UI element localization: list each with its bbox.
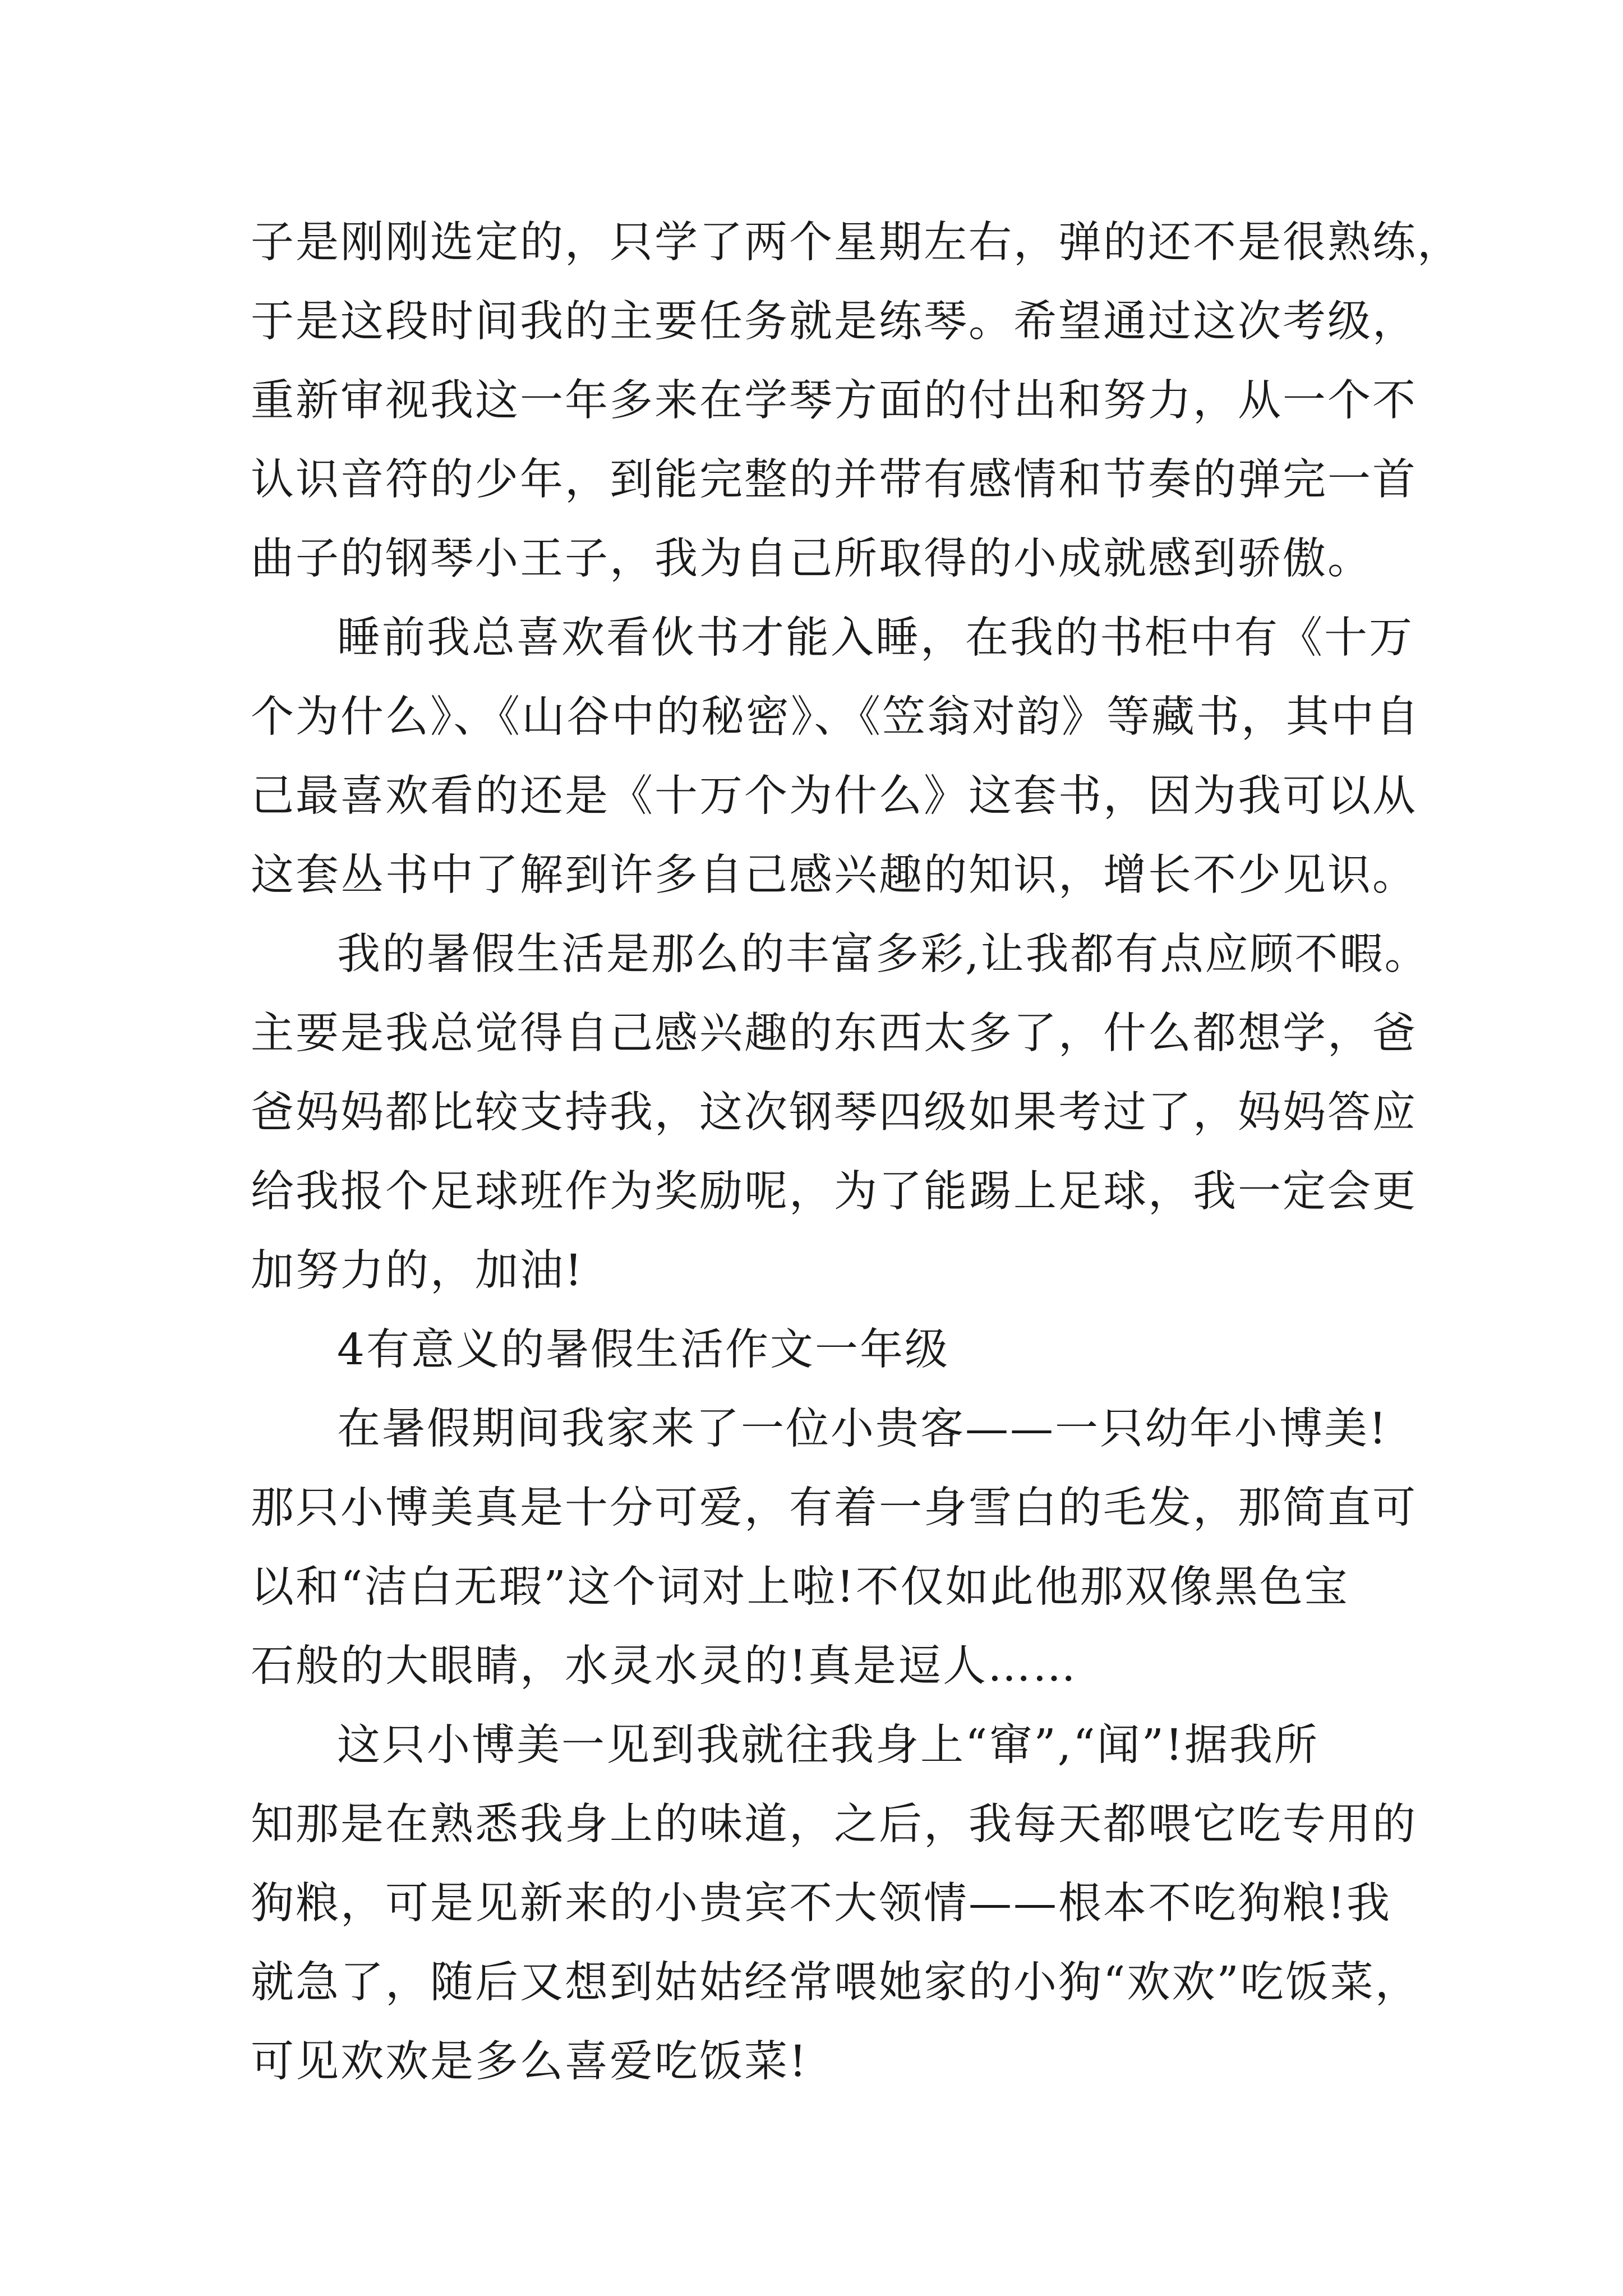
text-line: 子是刚刚选定的，只学了两个星期左右，弹的还不是很熟练， [251, 218, 1462, 268]
text-line: 加努力的，加油! [251, 1246, 584, 1296]
document-body [251, 203, 1462, 2101]
text-line: 可见欢欢是多么喜爱吃饭菜! [251, 2037, 808, 2087]
text-line: 石般的大眼睛，水灵水灵的!真是逗人…… [251, 1641, 1077, 1691]
text-line: 给我报个足球班作为奖励呢，为了能踢上足球，我一定会更 [251, 1167, 1417, 1217]
text-line: 认识音符的少年，到能完整的并带有感情和节奏的弹完一首 [251, 455, 1417, 505]
text-line: 这套丛书中了解到许多自己感兴趣的知识，增长不少见识。 [251, 850, 1417, 900]
text-line: 于是这段时间我的主要任务就是练琴。希望通过这次考级， [251, 297, 1417, 347]
text-line: 以和“洁白无瑕”这个词对上啦!不仅如此他那双像黑色宝 [251, 1562, 1349, 1612]
text-line: 那只小博美真是十分可爱，有着一身雪白的毛发，那简直可 [251, 1483, 1417, 1533]
text-line: 个为什么》、《山谷中的秘密》、《笠翁对韵》等藏书，其中自 [251, 692, 1421, 742]
text-line: 主要是我总觉得自己感兴趣的东西太多了，什么都想学，爸 [251, 1009, 1417, 1059]
text-line: 4有意义的暑假生活作文一年级 [337, 1325, 949, 1375]
text-line: 曲子的钢琴小王子，我为自己所取得的小成就感到骄傲。 [251, 534, 1372, 584]
text-line: 知那是在熟悉我身上的味道，之后，我每天都喂它吃专用的 [251, 1800, 1417, 1849]
text-line: 重新审视我这一年多来在学琴方面的付出和努力，从一个不 [251, 376, 1417, 426]
text-line: 在暑假期间我家来了一位小贵客——一只幼年小博美! [337, 1404, 1388, 1454]
text-line: 狗粮，可是见新来的小贵宾不大领情——根本不吃狗粮!我 [251, 1879, 1391, 1929]
text-line: 爸妈妈都比较支持我，这次钢琴四级如果考过了，妈妈答应 [251, 1088, 1417, 1138]
text-line: 己最喜欢看的还是《十万个为什么》这套书，因为我可以从 [251, 771, 1417, 821]
text-line: 我的暑假生活是那么的丰富多彩,让我都有点应顾不暇。 [337, 930, 1430, 979]
text-line: 睡前我总喜欢看伙书才能入睡，在我的书柜中有《十万 [337, 613, 1414, 663]
text-line: 就急了，随后又想到姑姑经常喂她家的小狗“欢欢”吃饭菜， [251, 1958, 1420, 2008]
text-line: 这只小博美一见到我就往我身上“窜”,“闻”!据我所 [337, 1720, 1319, 1770]
